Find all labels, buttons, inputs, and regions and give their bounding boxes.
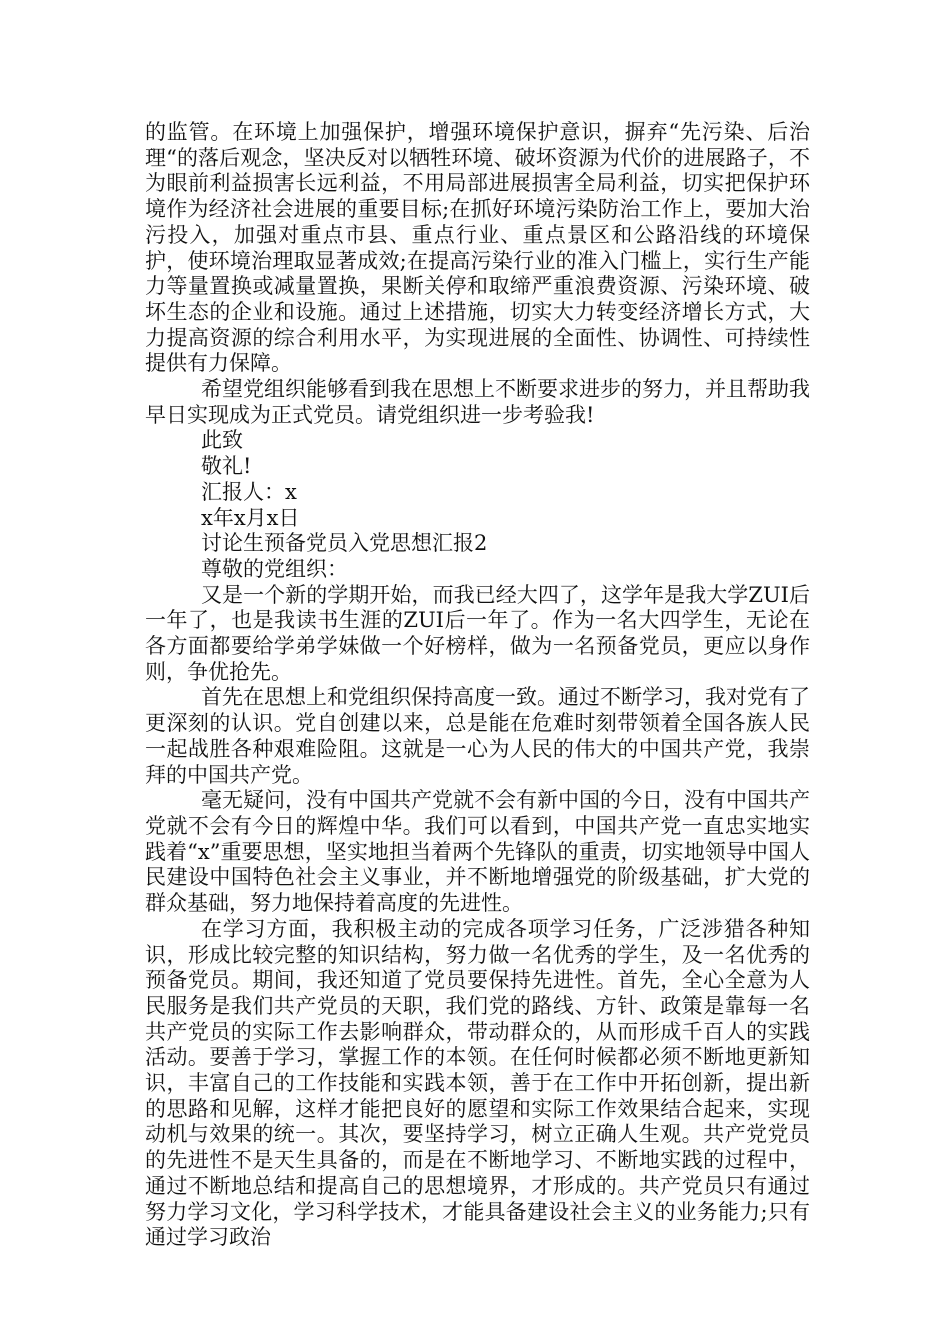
closing-salutation: 此致 xyxy=(201,428,243,453)
paragraph-study: 在学习方面，我积极主动的完成各项学习任务，广泛涉猎各种知识，形成比较完整的知识结构，努力做一名优秀的学生，及一名优秀的预备党员。期间，我还知道了党员要保持先进性。首先，全心全意为人民服务是我们共产党员的天职，我们党的路线、方针、政策是靠每一名共产党员的实际工作去影响群众，带动群众的，从而形成千百人的实践活动。要善于学习，掌握工作的本领。在任何时候都必须不断地更新知识，丰富自己的工作技能和实践本领，善于在工作中开拓创新，提出新的思路和见解，这样才能把良好的愿望和实际工作效果结合起来，实现动机与效果的统一。其次，要坚持学习，树立正确人生观。共产党党员的先进性不是天生具备的，而是在不断地学习、不断地实践的过程中，通过不断地总结和提高自己的思想境界，才形成的。共产党员只有通过努力学习文化，学习科学技术，才能具备建设社会主义的业务能力;只有通过学习政治 xyxy=(145,916,810,1250)
paragraph-hope: 希望党组织能够看到我在思想上不断要求进步的努力，并且帮助我早日实现成为正式党员。请党组织进一步考验我! xyxy=(145,377,810,427)
paragraph-ideology: 首先在思想上和党组织保持高度一致。通过不断学习，我对党有了更深刻的认识。党自创建以来，总是能在危难时刻带领着全国各族人民一起战胜各种艰难险阻。这就是一心为人民的伟大的中国共产党，我崇拜的中国共产党。 xyxy=(145,685,810,787)
document-body xyxy=(145,120,810,1251)
greeting: 尊敬的党组织： xyxy=(201,556,348,581)
section-title: 讨论生预备党员入党思想汇报2 xyxy=(201,531,488,556)
reporter-name: 汇报人：x xyxy=(201,479,297,504)
closing-regards: 敬礼! xyxy=(201,454,252,479)
report-date: x年x月x日 xyxy=(201,505,300,530)
paragraph-new-semester: 又是一个新的学期开始，而我已经大四了，这学年是我大学ZUI后一年了，也是我读书生涯的ZUI后一年了。作为一名大四学生，无论在各方面都要给学弟学妹做一个好榜样，做为一名预备党员，更应以身作则，争优抢先。 xyxy=(145,582,810,684)
paragraph-no-doubt: 毫无疑问，没有中国共产党就不会有新中国的今日，没有中国共产党就不会有今日的辉煌中华。我们可以看到，中国共产党一直忠实地实践着“x”重要思想，坚实地担当着两个先锋队的重责，切实地领导中国人民建设中国特色社会主义事业，并不断地增强党的阶级基础，扩大党的群众基础，努力地保持着高度的先进性。 xyxy=(145,788,810,916)
paragraph-environment-protection: 的监管。在环境上加强保护，增强环境保护意识，摒弃“先污染、后治理“的落后观念，坚决反对以牺牲环境、破坏资源为代价的进展路子，不为眼前利益损害长远利益，不用局部进展损害全局利益，切实把保护环境作为经济社会进展的重要目标;在抓好环境污染防治工作上，要加大治污投入，加强对重点市县、重点行业、重点景区和公路沿线的环境保护，使环境治理取显著成效;在提高污染行业的准入门槛上，实行生产能力等量置换或减量置换，果断关停和取缔严重浪费资源、污染环境、破坏生态的企业和设施。通过上述措施，切实大力转变经济增长方式，大力提高资源的综合利用水平，为实现进展的全面性、协调性、可持续性提供有力保障。 xyxy=(145,120,810,376)
